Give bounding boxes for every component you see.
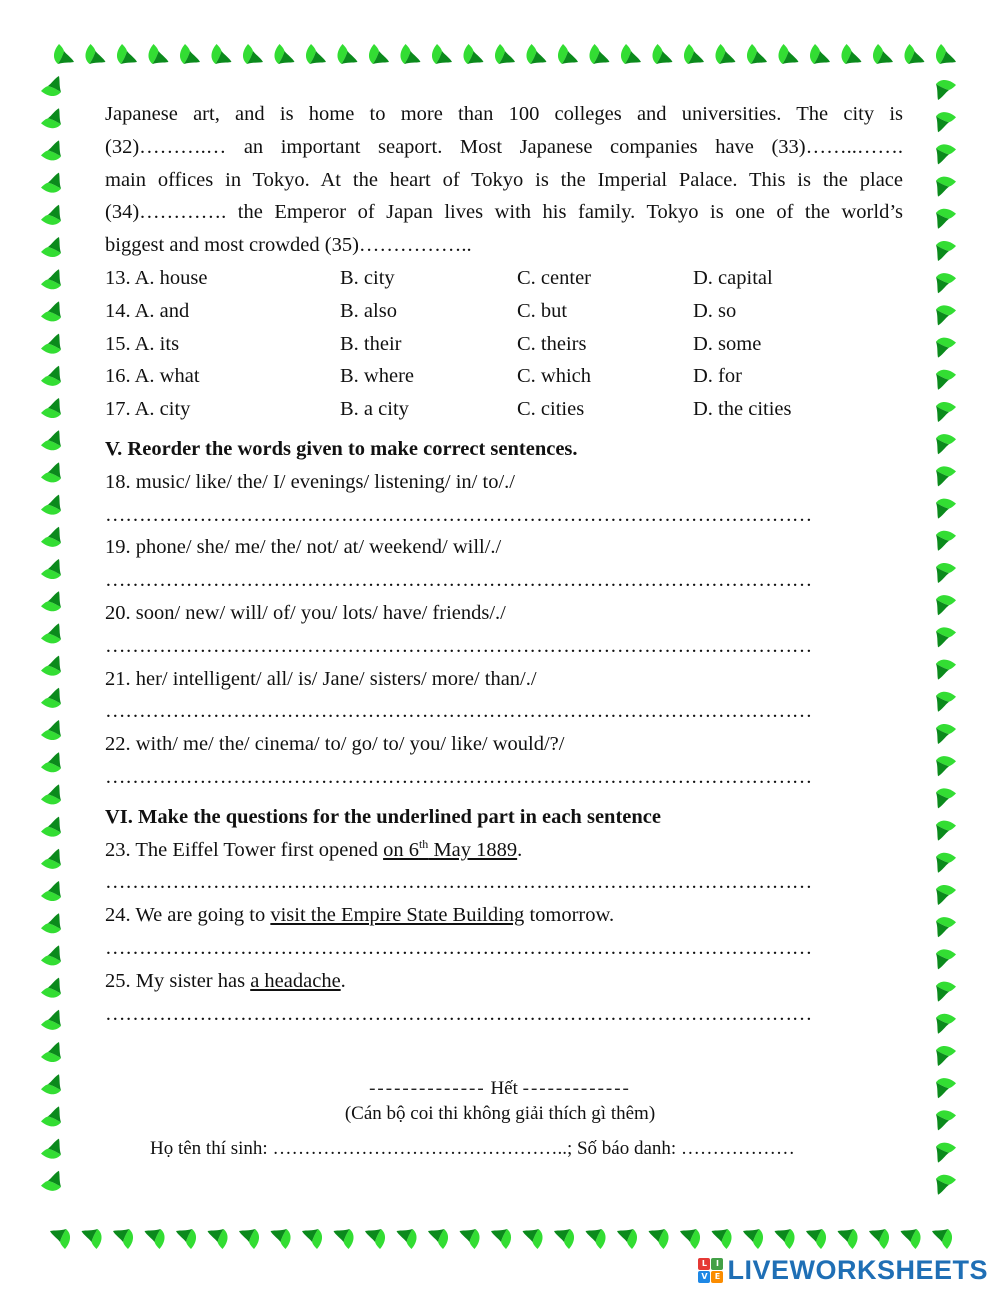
leaf-ornament bbox=[806, 1229, 826, 1249]
option-c[interactable]: C. which bbox=[517, 365, 592, 388]
leaf-ornament bbox=[936, 1014, 956, 1034]
question-row bbox=[105, 328, 903, 361]
leaf-ornament bbox=[904, 44, 924, 64]
underlined-text: a headache bbox=[250, 969, 341, 992]
leaf-ornament bbox=[936, 885, 956, 905]
question-prompt-25 bbox=[105, 965, 903, 998]
question-prompt-24 bbox=[105, 899, 903, 932]
leaf-ornament bbox=[936, 531, 956, 551]
leaf-ornament bbox=[41, 140, 61, 160]
leaf-ornament bbox=[936, 402, 956, 422]
leaf-ornament bbox=[82, 1229, 102, 1249]
leaf-ornament bbox=[936, 724, 956, 744]
option-a[interactable]: 14. A. and bbox=[105, 299, 190, 322]
answer-line[interactable]: …………………………………………………………………………………………… bbox=[105, 936, 813, 959]
leaf-ornament bbox=[936, 1046, 956, 1066]
leaf-ornament bbox=[936, 563, 956, 583]
prompt-text: 24. We are going to bbox=[105, 904, 271, 927]
passage-line: main offices in Tokyo. At the heart of Tokyo is the Imperial Palace. This is the place bbox=[105, 168, 903, 191]
leaf-ornament bbox=[621, 44, 641, 64]
prompt-text: tomorrow. bbox=[524, 904, 615, 927]
passage-line: biggest and most crowded (35)…………….. bbox=[105, 234, 472, 257]
leaf-ornament bbox=[239, 1229, 259, 1249]
question-row bbox=[105, 262, 903, 295]
leaf-ornament bbox=[41, 978, 61, 998]
underlined-text: visit the Empire State Building bbox=[270, 904, 525, 927]
leaf-ornament bbox=[901, 1229, 921, 1249]
option-b[interactable]: B. their bbox=[340, 332, 402, 355]
question-prompt-23 bbox=[105, 834, 903, 867]
leaf-ornament bbox=[208, 1229, 228, 1249]
option-a[interactable]: 17. A. city bbox=[105, 398, 191, 421]
leaf-ornament bbox=[41, 366, 61, 386]
leaf-ornament bbox=[369, 44, 389, 64]
answer-line[interactable]: …………………………………………………………………………………………… bbox=[105, 765, 813, 788]
leaf-ornament bbox=[365, 1229, 385, 1249]
leaf-ornament bbox=[41, 784, 61, 804]
leaf-ornament bbox=[936, 949, 956, 969]
leaf-ornament bbox=[936, 338, 956, 358]
leaf-ornament bbox=[936, 434, 956, 454]
leaf-ornament bbox=[841, 44, 861, 64]
leaf-ornament bbox=[936, 177, 956, 197]
leaf-ornament bbox=[936, 788, 956, 808]
leaf-ornament bbox=[148, 44, 168, 64]
leaf-ornament bbox=[523, 1229, 543, 1249]
leaf-ornament bbox=[41, 398, 61, 418]
option-c[interactable]: C. theirs bbox=[517, 332, 587, 355]
option-d[interactable]: D. so bbox=[693, 299, 737, 322]
leaf-ornament bbox=[400, 44, 420, 64]
leaf-ornament bbox=[589, 44, 609, 64]
leaf-ornament bbox=[936, 209, 956, 229]
option-c[interactable]: C. cities bbox=[517, 398, 585, 421]
leaf-ornament bbox=[586, 1229, 606, 1249]
leaf-ornament bbox=[778, 44, 798, 64]
leaf-ornament bbox=[41, 527, 61, 547]
reorder-prompt: 20. soon/ new/ will/ of/ you/ lots/ have/ friends/./ bbox=[105, 601, 506, 624]
leaf-ornament bbox=[936, 821, 956, 841]
leaf-ornament bbox=[936, 660, 956, 680]
leaf-ornament bbox=[41, 1042, 61, 1062]
leaf-ornament bbox=[747, 44, 767, 64]
leaf-ornament bbox=[211, 44, 231, 64]
option-d[interactable]: D. capital bbox=[693, 266, 773, 289]
option-b[interactable]: B. also bbox=[340, 299, 397, 322]
leaf-ornament bbox=[41, 817, 61, 837]
leaf-ornament bbox=[41, 1010, 61, 1030]
leaf-ornament bbox=[41, 591, 61, 611]
leaf-ornament bbox=[41, 849, 61, 869]
end-marker bbox=[0, 1078, 1000, 1100]
reorder-prompt: 18. music/ like/ the/ I/ evenings/ listening/ in/ to/./ bbox=[105, 470, 515, 493]
leaf-ornament bbox=[680, 1229, 700, 1249]
prompt-text: 25. My sister has bbox=[105, 969, 251, 992]
leaf-ornament bbox=[649, 1229, 669, 1249]
leaf-ornament bbox=[41, 1171, 61, 1191]
reading-passage bbox=[105, 98, 903, 262]
underlined-text: on 6 bbox=[383, 838, 419, 861]
question-row bbox=[105, 393, 903, 426]
option-a[interactable]: 15. A. its bbox=[105, 332, 180, 355]
leaf-ornament bbox=[936, 1143, 956, 1163]
leaf-ornament bbox=[712, 1229, 732, 1249]
leaf-ornament bbox=[936, 80, 956, 100]
leaf-ornament bbox=[41, 913, 61, 933]
leaf-ornament bbox=[495, 44, 515, 64]
section-vi-heading: VI. Make the questions for the underlined part in each sentence bbox=[105, 805, 661, 828]
leaf-ornament bbox=[460, 1229, 480, 1249]
leaf-ornament bbox=[715, 44, 735, 64]
logo-icon bbox=[698, 1258, 723, 1283]
leaf-ornament bbox=[397, 1229, 417, 1249]
leaf-ornament bbox=[936, 241, 956, 261]
leaf-ornament bbox=[41, 462, 61, 482]
answer-line[interactable]: …………………………………………………………………………………………… bbox=[105, 1002, 813, 1025]
leaf-ornament bbox=[652, 44, 672, 64]
leaf-ornament bbox=[41, 881, 61, 901]
leaf-ornament bbox=[810, 44, 830, 64]
leaf-ornament bbox=[936, 982, 956, 1002]
leaf-ornament bbox=[41, 688, 61, 708]
leaf-ornament bbox=[936, 1175, 956, 1195]
proctor-note: (Cán bộ coi thi không giải thích gì thêm) bbox=[344, 1103, 656, 1124]
leaf-ornament bbox=[936, 692, 956, 712]
logo-block: E bbox=[711, 1271, 723, 1283]
leaf-ornament bbox=[117, 44, 137, 64]
answer-line[interactable]: …………………………………………………………………………………………… bbox=[105, 503, 813, 526]
leaf-ornament bbox=[684, 44, 704, 64]
logo-block: L bbox=[698, 1258, 710, 1270]
leaf-ornament bbox=[50, 1229, 70, 1249]
leaf-ornament bbox=[85, 44, 105, 64]
option-c[interactable]: C. but bbox=[517, 299, 568, 322]
logo-text: LIVEWORKSHEETS bbox=[727, 1254, 988, 1285]
leaf-ornament bbox=[113, 1229, 133, 1249]
prompt-text: . bbox=[517, 838, 523, 861]
leaf-ornament bbox=[41, 108, 61, 128]
reorder-prompt: 21. her/ intelligent/ all/ is/ Jane/ sisters/ more/ than/./ bbox=[105, 667, 537, 690]
leaf-ornament bbox=[41, 430, 61, 450]
passage-line: (32)……….… an important seaport. Most Japanese companies have (33)……..……. bbox=[105, 135, 903, 158]
leaf-ornament bbox=[274, 44, 294, 64]
leaf-ornament bbox=[428, 1229, 448, 1249]
option-d[interactable]: D. some bbox=[693, 332, 762, 355]
leaf-ornament bbox=[41, 173, 61, 193]
leaf-ornament bbox=[936, 595, 956, 615]
dash-separator: ------------- bbox=[522, 1078, 631, 1099]
leaf-ornament bbox=[838, 1229, 858, 1249]
leaf-ornament bbox=[932, 1229, 952, 1249]
underlined-text: May 1889 bbox=[428, 838, 518, 861]
leaf-ornament bbox=[463, 44, 483, 64]
leaf-ornament bbox=[54, 44, 74, 64]
leaf-ornament bbox=[337, 44, 357, 64]
leaf-ornament bbox=[334, 1229, 354, 1249]
question-row bbox=[105, 295, 903, 328]
option-b[interactable]: B. where bbox=[340, 365, 415, 388]
leaf-ornament bbox=[271, 1229, 291, 1249]
leaf-ornament bbox=[936, 917, 956, 937]
leaf-ornament bbox=[41, 720, 61, 740]
dash-separator: -------------- bbox=[369, 1078, 486, 1099]
leaf-ornament bbox=[936, 853, 956, 873]
leaf-ornament bbox=[41, 76, 61, 96]
leaf-ornament bbox=[936, 44, 956, 64]
leaf-ornament bbox=[617, 1229, 637, 1249]
logo-block: I bbox=[711, 1258, 723, 1270]
leaf-ornament bbox=[41, 623, 61, 643]
worksheet-content bbox=[105, 98, 903, 1030]
leaf-ornament bbox=[936, 466, 956, 486]
leaf-ornament bbox=[936, 144, 956, 164]
leaf-ornament bbox=[306, 44, 326, 64]
leaf-ornament bbox=[41, 205, 61, 225]
prompt-text: . bbox=[340, 969, 346, 992]
option-d[interactable]: D. for bbox=[693, 365, 742, 388]
reorder-prompt: 22. with/ me/ the/ cinema/ to/ go/ to/ you/ like/ would/?/ bbox=[105, 733, 565, 756]
leaf-ornament bbox=[936, 370, 956, 390]
end-word: Hết bbox=[490, 1078, 518, 1099]
logo-block: V bbox=[698, 1271, 710, 1283]
question-row bbox=[105, 360, 903, 393]
leaf-ornament bbox=[936, 499, 956, 519]
leaf-ornament bbox=[743, 1229, 763, 1249]
prompt-text: 23. The Eiffel Tower first opened bbox=[105, 838, 384, 861]
liveworksheets-logo bbox=[698, 1255, 988, 1285]
leaf-ornament bbox=[558, 44, 578, 64]
leaf-ornament bbox=[936, 273, 956, 293]
leaf-ornament bbox=[180, 44, 200, 64]
leaf-ornament bbox=[432, 44, 452, 64]
answer-line[interactable]: …………………………………………………………………………………………… bbox=[105, 871, 813, 894]
leaf-ornament bbox=[936, 627, 956, 647]
leaf-ornament bbox=[243, 44, 263, 64]
ordinal-suffix: th bbox=[418, 836, 429, 851]
leaf-ornament bbox=[302, 1229, 322, 1249]
answer-line[interactable]: …………………………………………………………………………………………… bbox=[105, 634, 813, 657]
leaf-ornament bbox=[491, 1229, 511, 1249]
leaf-ornament bbox=[936, 305, 956, 325]
section-v-heading: V. Reorder the words given to make correct sentences. bbox=[105, 437, 578, 460]
leaf-ornament bbox=[41, 559, 61, 579]
option-a[interactable]: 16. A. what bbox=[105, 365, 200, 388]
leaf-ornament bbox=[41, 945, 61, 965]
multiple-choice-options bbox=[105, 262, 903, 426]
option-a[interactable]: 13. A. house bbox=[105, 266, 208, 289]
option-b[interactable]: B. city bbox=[340, 266, 395, 289]
option-b[interactable]: B. a city bbox=[340, 398, 409, 421]
leaf-ornament bbox=[145, 1229, 165, 1249]
leaf-ornament bbox=[41, 269, 61, 289]
leaf-ornament bbox=[869, 1229, 889, 1249]
leaf-ornament bbox=[873, 44, 893, 64]
leaf-ornament bbox=[936, 112, 956, 132]
leaf-ornament bbox=[176, 1229, 196, 1249]
leaf-ornament bbox=[41, 334, 61, 354]
leaf-ornament bbox=[554, 1229, 574, 1249]
reorder-prompt: 19. phone/ she/ me/ the/ not/ at/ weekend/ will/./ bbox=[105, 536, 502, 559]
option-d[interactable]: D. the cities bbox=[693, 398, 792, 421]
leaf-ornament bbox=[775, 1229, 795, 1249]
option-c[interactable]: C. center bbox=[517, 266, 591, 289]
leaf-ornament bbox=[936, 756, 956, 776]
leaf-ornament bbox=[41, 495, 61, 515]
candidate-info-line: Họ tên thí sinh: ………………………………………..; Số báo danh: ……………… bbox=[150, 1138, 795, 1159]
leaf-ornament bbox=[41, 237, 61, 257]
leaf-ornament bbox=[41, 1139, 61, 1159]
leaf-ornament bbox=[526, 44, 546, 64]
answer-line[interactable]: …………………………………………………………………………………………… bbox=[105, 569, 813, 592]
leaf-ornament bbox=[41, 301, 61, 321]
passage-line: (34)…………. the Emperor of Japan lives with his family. Tokyo is one of the world’s bbox=[105, 201, 903, 224]
passage-line: Japanese art, and is home to more than 100 colleges and universities. The city is bbox=[105, 103, 903, 125]
leaf-ornament bbox=[41, 656, 61, 676]
answer-line[interactable]: …………………………………………………………………………………………… bbox=[105, 700, 813, 723]
leaf-ornament bbox=[41, 752, 61, 772]
underlined-part bbox=[383, 836, 518, 861]
